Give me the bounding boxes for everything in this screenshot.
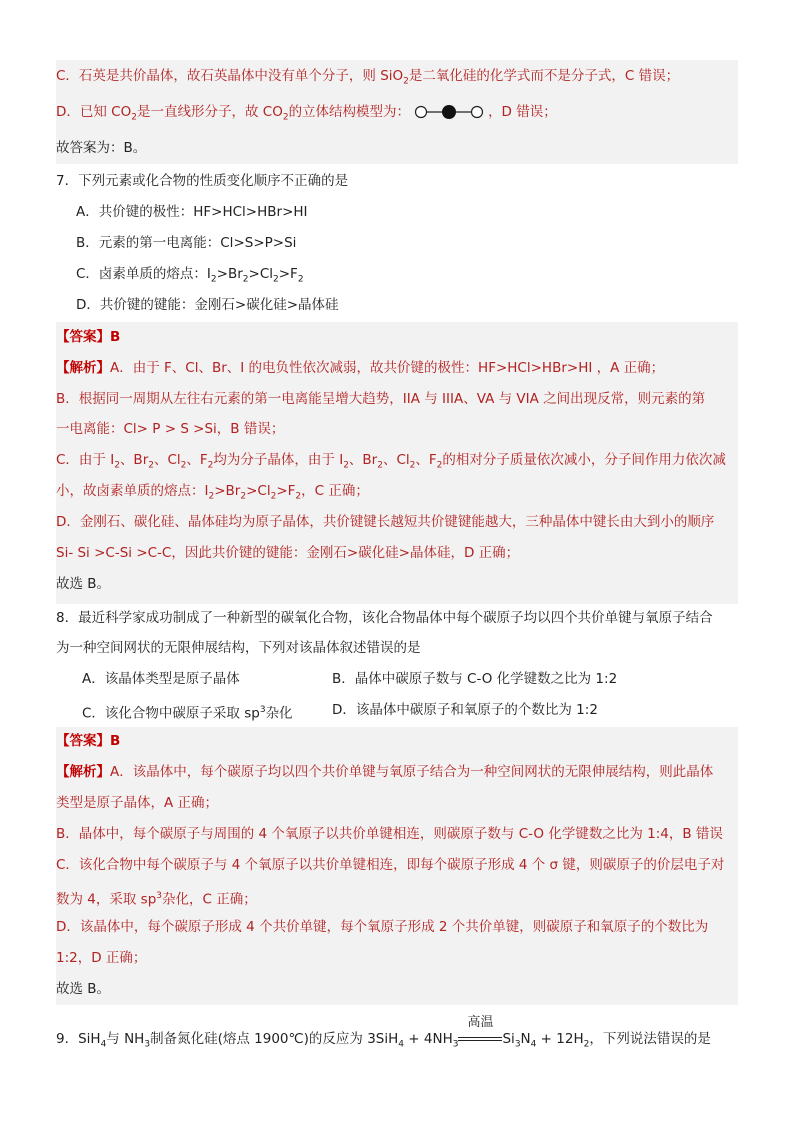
q8-answer: 【答案】B <box>56 733 121 749</box>
q9-stem: 9．SiH$_4$与 $NH_3$制备氮化硅(熔点 1900℃)的反应为 $3SiH_4 + 4NH_3$ 高温 $Si_3N_4 + 12H_2$，下列说法错误的是 <box>56 1015 711 1050</box>
q8-explanation-d1: D．该晶体中，每个碳原子形成 4 个共价单键，每个氧原子形成 2 个共价单键，则碳原子和氧原子的个数比为 <box>56 919 709 935</box>
q7-explanation-c1: C．由于 $I_2$、$Br_2$、$Cl_2$、$F_2$均为分子晶体，由于 $I_2$、$Br_2$、$Cl_2$、$F_2$的相对分子质量依次减小，分子间作用力依次减 <box>56 452 726 471</box>
q6-line-c: C．石英是共价晶体，故石英晶体中没有单个分子，则 SiO$_2$是二氧化硅的化学式而不是分子式，C 错误； <box>56 68 680 87</box>
q7-option-a: A．共价键的极性：HF>HCl>HBr>HI <box>76 204 308 220</box>
q8-choose: 故选 B。 <box>56 981 111 997</box>
q8-stem-2: 为一种空间网状的无限伸展结构，下列对该晶体叙述错误的是 <box>56 640 421 656</box>
q7-stem: 7．下列元素或化合物的性质变化顺序不正确的是 <box>56 173 349 189</box>
q6-answer: 故答案为：B。 <box>56 140 147 156</box>
q6-line-d: D．已知 $CO_2$是一直线形分子，故 $CO_2$的立体结构模型为： ，D 错误； <box>56 104 557 123</box>
q8-explanation-a2: 类型是原子晶体，A 正确； <box>56 795 219 811</box>
q7-explanation-c2: 小，故卤素单质的熔点：$I_2>Br_2>Cl_2>F_2$，C 正确； <box>56 483 369 502</box>
q8-option-b: B．晶体中碳原子数与 C-O 化学键数之比为 1:2 <box>332 671 618 687</box>
q7-option-b: B．元素的第一电离能：Cl>S>P>Si <box>76 235 297 251</box>
q7-option-c: C．卤素单质的熔点：$I_2>Br_2>Cl_2>F_2$ <box>76 266 304 285</box>
q7-explanation-b2: 一电离能：Cl> P > S >Si，B 错误； <box>56 421 285 437</box>
q8-option-d: D．该晶体中碳原子和氧原子的个数比为 1:2 <box>332 702 598 718</box>
q8-explanation-b: B．晶体中，每个碳原子与周围的 4 个氧原子以共价单键相连，则碳原子数与 C-O 化学键数之比为 1:4，B 错误 <box>56 826 723 842</box>
linear-molecule-model-icon <box>414 104 484 120</box>
q8-option-a: A．该晶体类型是原子晶体 <box>82 671 240 687</box>
equals-sign <box>458 1037 502 1041</box>
q7-explanation-b1: B．根据同一周期从左往右元素的第一电离能呈增大趋势，IIA 与 IIIA、VA 与 VIA 之间出现反常，则元素的第 <box>56 391 706 407</box>
reaction-condition: 高温 <box>458 1029 502 1049</box>
q7-explanation-d2: Si- Si >C-Si >C-C，因此共价键的键能：金刚石>碳化硅>晶体硅，D 正确； <box>56 545 520 561</box>
q8-explanation-c2: 数为 4，采取 $sp^3$杂化，C 正确； <box>56 891 257 908</box>
q8-stem-1: 8．最近科学家成功制成了一种新型的碳氧化合物，该化合物晶体中每个碳原子均以四个共价单键与氧原子结合 <box>56 610 713 626</box>
q7-explanation-d1: D．金刚石、碳化硅、晶体硅均为原子晶体，共价键键长越短共价键键能越大，三种晶体中键长由大到小的顺序 <box>56 514 715 530</box>
q8-option-c: C．该化合物中碳原子采取 $sp^3$杂化 <box>82 705 293 722</box>
q7-option-d: D．共价键的键能：金刚石>碳化硅>晶体硅 <box>76 297 339 313</box>
q7-explanation-a: 【解析】A．由于 F、Cl、Br、I 的电负性依次减弱，故共价键的极性：HF>HCl>HBr>HI ，A 正确； <box>56 360 665 376</box>
q7-choose: 故选 B。 <box>56 576 111 592</box>
q8-explanation-a1: 【解析】A．该晶体中，每个碳原子均以四个共价单键与氧原子结合为一种空间网状的无限伸展结构，则此晶体 <box>56 764 714 780</box>
q8-explanation-c1: C．该化合物中每个碳原子与 4 个氧原子以共价单键相连，即每个碳原子形成 4 个 σ 键，则碳原子的价层电子对 <box>56 857 725 873</box>
q8-explanation-d2: 1:2，D 正确； <box>56 950 147 966</box>
q7-answer: 【答案】B <box>56 329 121 345</box>
reaction-equation: $3SiH_4 + 4NH_3$ 高温 $Si_3N_4 + 12H_2$ <box>367 1015 590 1050</box>
